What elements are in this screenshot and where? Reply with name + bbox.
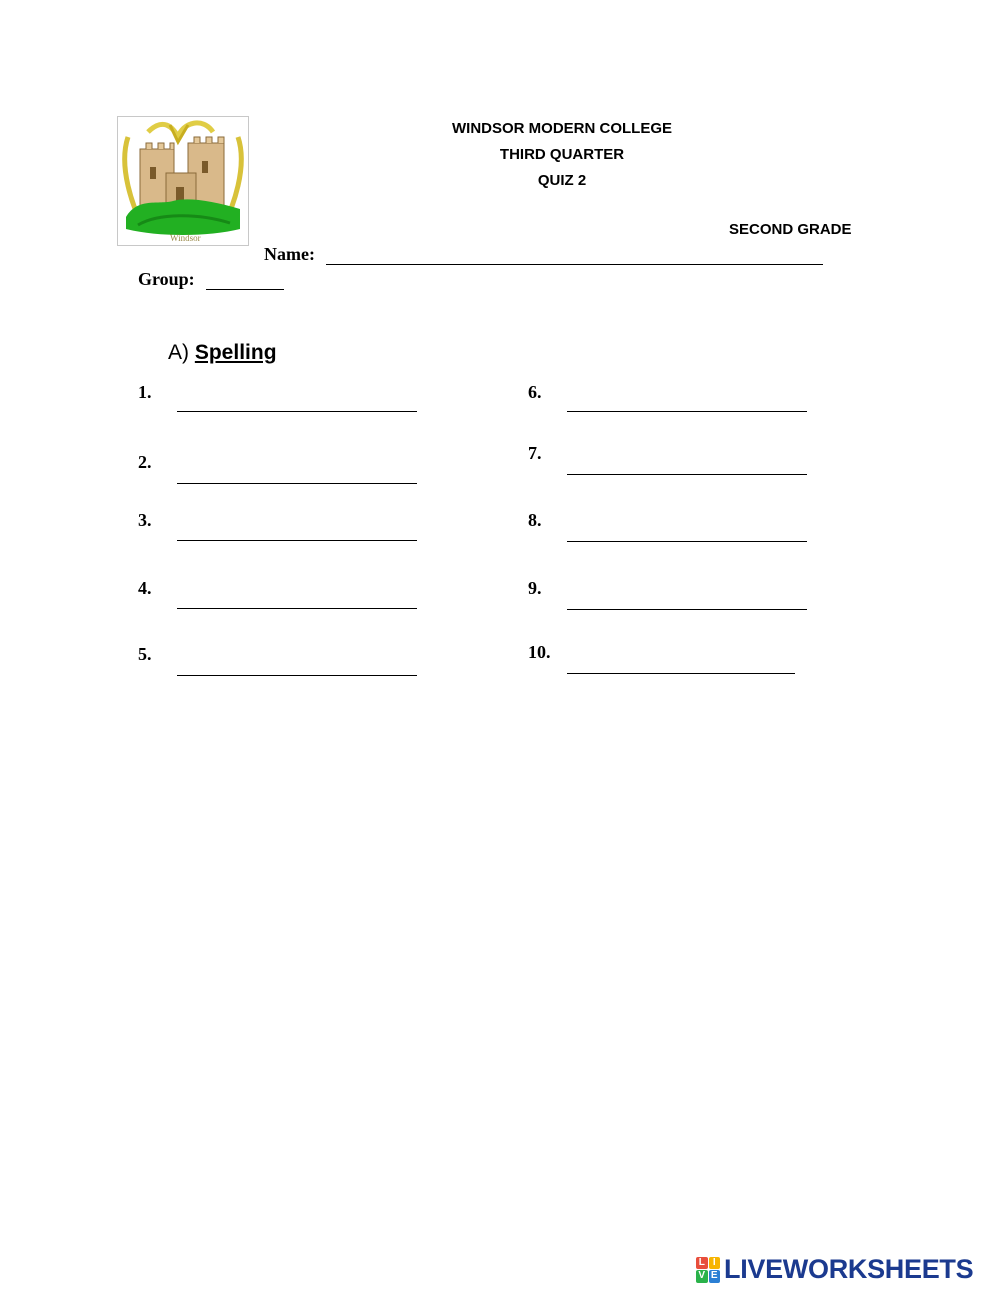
group-label: Group:	[138, 269, 195, 289]
live-letter: V	[696, 1270, 708, 1283]
section-heading	[168, 341, 277, 365]
answer-field-4[interactable]	[177, 608, 417, 609]
name-field[interactable]	[326, 264, 823, 265]
answer-field-5[interactable]	[177, 675, 417, 676]
answer-field-7[interactable]	[567, 474, 807, 475]
answer-field-6[interactable]	[567, 411, 807, 412]
item-number: 9.	[528, 578, 542, 598]
name-label: Name:	[264, 244, 315, 264]
item-number: 8.	[528, 510, 542, 530]
live-letter: L	[696, 1257, 708, 1270]
live-letter: I	[709, 1257, 721, 1270]
brand-name: LIVEWORKSHEETS	[724, 1254, 974, 1284]
logo-caption: Windsor	[170, 233, 201, 243]
section-prefix: A)	[168, 341, 189, 364]
answer-field-2[interactable]	[177, 483, 417, 484]
item-number: 2.	[138, 452, 152, 472]
answer-field-1[interactable]	[177, 411, 417, 412]
answer-field-3[interactable]	[177, 540, 417, 541]
school-name: WINDSOR MODERN COLLEGE	[452, 120, 672, 137]
answer-field-9[interactable]	[567, 609, 807, 610]
item-number: 4.	[138, 578, 152, 598]
item-number: 1.	[138, 382, 152, 402]
item-number: 10.	[528, 642, 551, 662]
answer-field-10[interactable]	[567, 673, 795, 674]
item-number: 7.	[528, 443, 542, 463]
live-letter: E	[709, 1270, 721, 1283]
grade-label: SECOND GRADE	[729, 221, 852, 238]
section-title: Spelling	[194, 341, 277, 364]
quarter-label: THIRD QUARTER	[499, 146, 625, 163]
quiz-label: QUIZ 2	[537, 172, 587, 189]
liveworksheets-logo	[696, 1254, 973, 1285]
castle-crest-icon	[118, 117, 248, 245]
live-blocks-icon	[696, 1257, 720, 1283]
group-field[interactable]	[206, 289, 284, 290]
item-number: 3.	[138, 510, 152, 530]
answer-field-8[interactable]	[567, 541, 807, 542]
item-number: 6.	[528, 382, 542, 402]
item-number: 5.	[138, 644, 152, 664]
school-logo	[117, 116, 249, 246]
